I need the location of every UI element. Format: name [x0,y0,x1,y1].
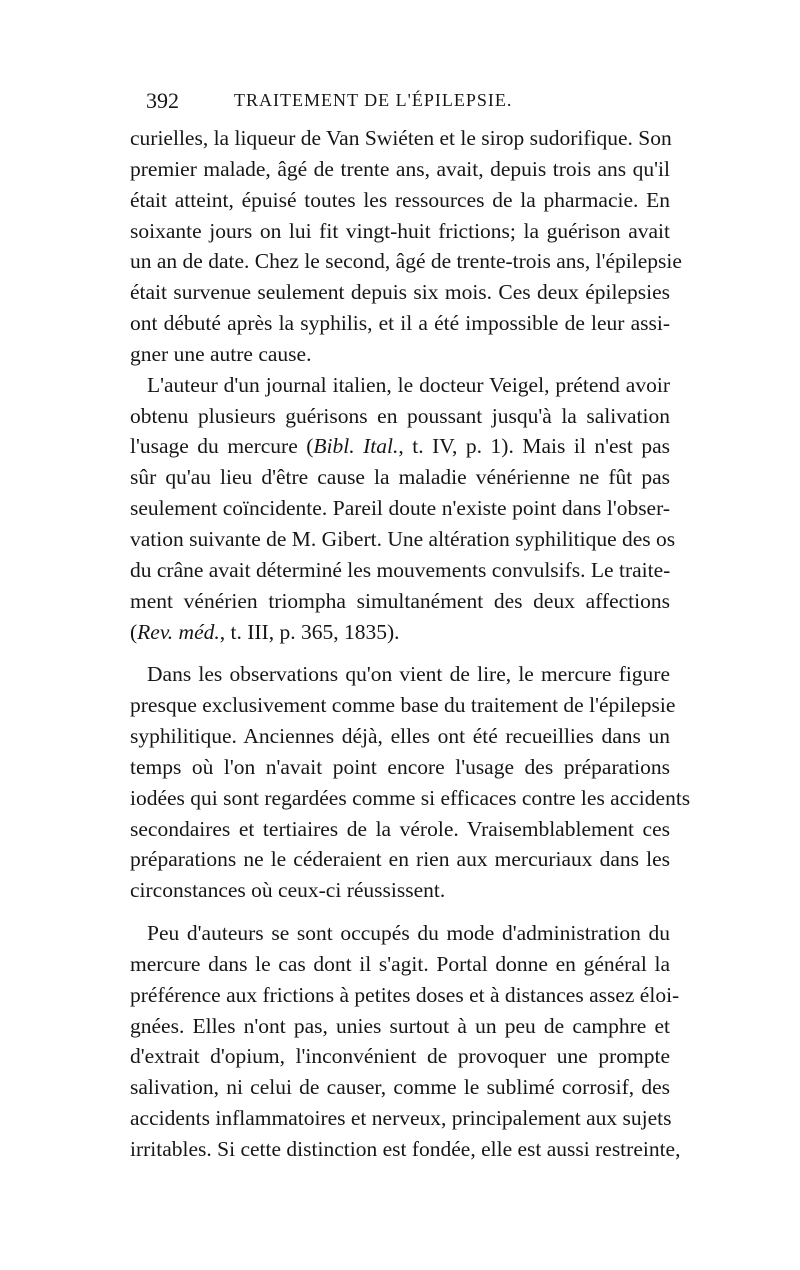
text-line: syphilitique. Anciennes déjà, elles ont été recueillies dans un [130,724,670,749]
text-line: circonstances où ceux-ci réussissent. [130,878,446,903]
paragraph [130,370,676,648]
text-line: ont débuté après la syphilis, et il a été impossible de leur assi- [130,311,670,336]
text-line: préférence aux frictions à petites doses et à distances assez éloi- [130,982,680,1007]
body-text [130,123,691,1165]
text-line: salivation, ni celui de causer, comme le sublimé corrosif, des [130,1075,670,1100]
page-header [146,88,670,118]
text-line: gnées. Elles n'ont pas, unies surtout à un peu de camphre et [130,1013,670,1038]
text-line: Peu d'auteurs se sont occupés du mode d'administration du [147,921,670,946]
text-line: d'extrait d'opium, l'inconvénient de provoquer une prompte [130,1044,670,1069]
text-line: accidents inflammatoires et nerveux, principalement aux sujets [130,1106,672,1131]
text-line: secondaires et tertiaires de la vérole. Vraisemblablement ces [130,816,670,841]
text-line: irritables. Si cette distinction est fondée, elle est aussi restreinte, [130,1137,681,1161]
running-title: TRAITEMENT DE L'ÉPILEPSIE. [234,90,513,110]
paragraph [130,123,682,370]
page-number: 392 [146,88,179,113]
text-line: mercure dans le cas dont il s'agit. Portal donne en général la [130,951,670,976]
text-line [130,431,670,462]
text-line: préparations ne le céderaient en rien aux mercuriaux dans les [130,847,670,872]
text-fragment: , t. IV, p. 1). Mais il n'est pas [398,434,670,459]
text-line: un an de date. Chez le second, âgé de trente-trois ans, l'épilepsie [130,249,682,274]
text-line: du crâne avait déterminé les mouvements convulsifs. Le traite- [130,557,671,582]
text-line: soixante jours on lui fit vingt-huit frictions; la guérison avait [130,218,670,243]
text-line: était survenue seulement depuis six mois. Ces deux épilepsies [130,280,670,305]
text-fragment: ( [130,619,138,644]
text-line: iodées qui sont regardées comme si efficaces contre les accidents [130,785,691,810]
text-line [130,617,670,648]
text-line: Dans les observations qu'on vient de lire, le mercure figure [147,662,670,687]
text-line: curielles, la liqueur de Van Swiéten et le sirop sudorifique. Son [130,126,672,150]
paragraph-gap [130,906,670,918]
text-line: seulement coïncidente. Pareil doute n'existe point dans l'obser- [130,496,670,521]
text-line: temps où l'on n'avait point encore l'usage des préparations [130,754,670,779]
text-fragment: , t. III, p. 365, 1835). [219,619,400,644]
text-line: presque exclusivement comme base du traitement de l'épilepsie [130,693,676,718]
text-line: ment vénérien triompha simultanément des deux affections [130,588,670,613]
citation-title: Bibl. Ital. [313,434,399,459]
text-line: L'auteur d'un journal italien, le docteur Veigel, prétend avoir [147,372,670,397]
text-line: gner une autre cause. [130,341,312,366]
paragraph [130,659,691,906]
text-line: sûr qu'au lieu d'être cause la maladie vénérienne ne fût pas [130,465,670,490]
paragraph-gap [130,647,670,659]
text-line: était atteint, épuisé toutes les ressources de la pharmacie. En [130,187,670,212]
text-fragment: l'usage du mercure ( [130,434,314,459]
text-line: vation suivante de M. Gibert. Une altération syphilitique des os [130,526,676,551]
text-line: premier malade, âgé de trente ans, avait, depuis trois ans qu'il [130,156,670,181]
text-line: obtenu plusieurs guérisons en poussant jusqu'à la salivation [130,403,670,428]
citation-title: Rev. méd. [137,619,220,644]
paragraph [130,918,681,1165]
